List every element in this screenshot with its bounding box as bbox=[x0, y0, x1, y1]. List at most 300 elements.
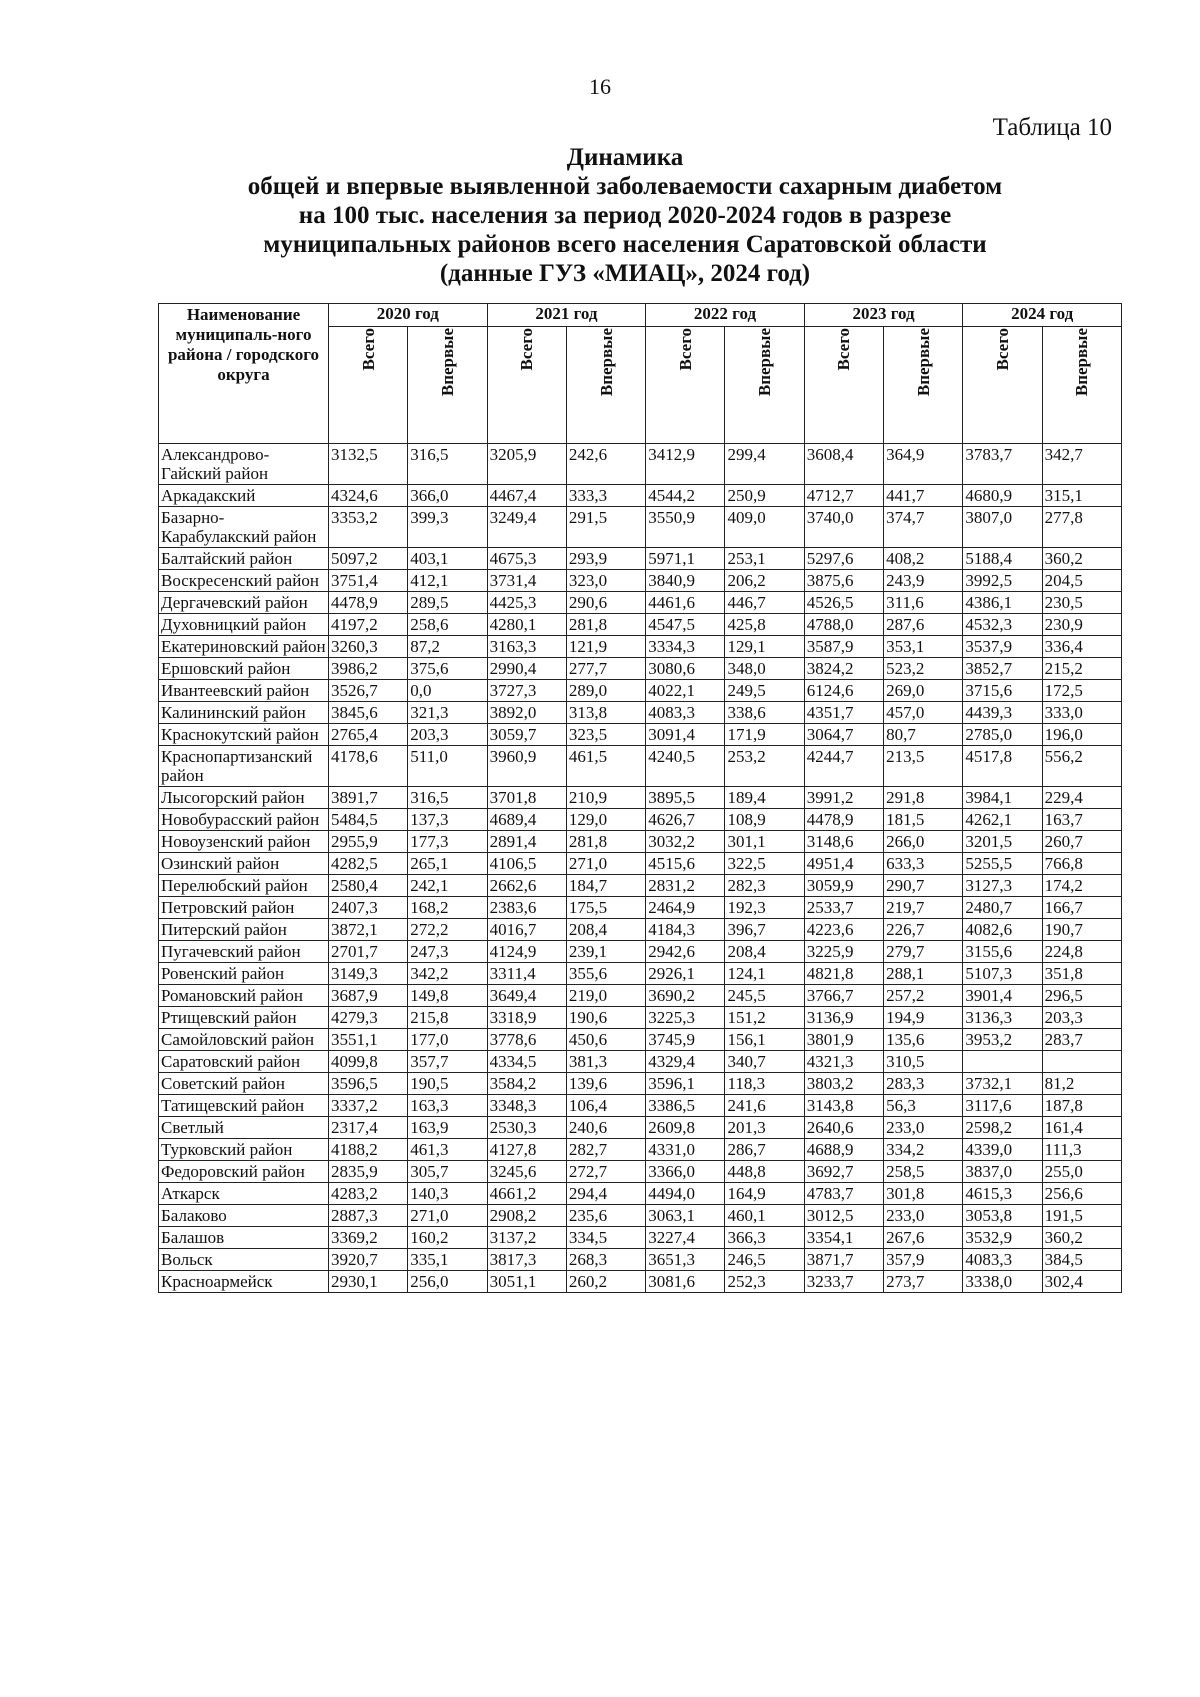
total-value-cell: 3807,0 bbox=[963, 507, 1042, 548]
district-name-cell: Новобурасский район bbox=[159, 809, 329, 831]
total-value-cell: 3137,2 bbox=[487, 1227, 566, 1249]
new-value-cell: 282,7 bbox=[566, 1139, 645, 1161]
new-value-cell: 168,2 bbox=[408, 897, 487, 919]
new-value-cell: 366,3 bbox=[725, 1227, 804, 1249]
total-value-cell: 2908,2 bbox=[487, 1205, 566, 1227]
table-row bbox=[159, 963, 1122, 985]
total-subheader: Всего bbox=[804, 327, 883, 444]
new-value-cell: 556,2 bbox=[1042, 746, 1121, 787]
total-value-cell: 3311,4 bbox=[487, 963, 566, 985]
district-name-cell: Балтайский район bbox=[159, 548, 329, 570]
total-value-cell: 3840,9 bbox=[646, 570, 725, 592]
new-value-cell: 80,7 bbox=[884, 724, 963, 746]
total-value-cell: 4626,7 bbox=[646, 809, 725, 831]
total-subheader: Всего bbox=[487, 327, 566, 444]
table-label: Таблица 10 bbox=[992, 114, 1112, 141]
new-value-cell: 177,0 bbox=[408, 1029, 487, 1051]
total-value-cell: 2640,6 bbox=[804, 1117, 883, 1139]
new-value-cell: 156,1 bbox=[725, 1029, 804, 1051]
total-value-cell: 2891,4 bbox=[487, 831, 566, 853]
new-value-cell: 208,4 bbox=[566, 919, 645, 941]
total-value-cell: 3872,1 bbox=[329, 919, 408, 941]
new-value-cell: 151,2 bbox=[725, 1007, 804, 1029]
new-value-cell: 448,8 bbox=[725, 1161, 804, 1183]
total-value-cell: 3080,6 bbox=[646, 658, 725, 680]
district-name-cell: Краснопартизанский район bbox=[159, 746, 329, 787]
total-value-cell: 4106,5 bbox=[487, 853, 566, 875]
year-header: 2022 год bbox=[646, 304, 805, 327]
new-value-cell: 201,3 bbox=[725, 1117, 804, 1139]
table-row bbox=[159, 570, 1122, 592]
new-value-cell: 242,1 bbox=[408, 875, 487, 897]
total-value-cell: 3715,6 bbox=[963, 680, 1042, 702]
new-subheader: Впервые bbox=[725, 327, 804, 444]
total-value-cell: 2765,4 bbox=[329, 724, 408, 746]
new-value-cell: 272,2 bbox=[408, 919, 487, 941]
new-value-cell: 523,2 bbox=[884, 658, 963, 680]
new-value-cell: 446,7 bbox=[725, 592, 804, 614]
new-value-cell: 267,6 bbox=[884, 1227, 963, 1249]
new-value-cell: 321,3 bbox=[408, 702, 487, 724]
new-value-cell: 399,3 bbox=[408, 507, 487, 548]
name-column-header: Наименование муниципаль-ного района / городского округа bbox=[159, 304, 329, 444]
total-value-cell: 3692,7 bbox=[804, 1161, 883, 1183]
new-value-cell: 348,0 bbox=[725, 658, 804, 680]
new-value-cell: 233,0 bbox=[884, 1205, 963, 1227]
new-value-cell: 360,2 bbox=[1042, 548, 1121, 570]
total-value-cell: 4334,5 bbox=[487, 1051, 566, 1073]
total-value-cell: 3778,6 bbox=[487, 1029, 566, 1051]
total-value-cell: 4783,7 bbox=[804, 1183, 883, 1205]
new-value-cell: 174,2 bbox=[1042, 875, 1121, 897]
table-row bbox=[159, 1117, 1122, 1139]
total-value-cell: 4680,9 bbox=[963, 485, 1042, 507]
district-name-cell: Ровенский район bbox=[159, 963, 329, 985]
new-value-cell: 323,5 bbox=[566, 724, 645, 746]
new-value-cell: 252,3 bbox=[725, 1271, 804, 1293]
total-value-cell: 3338,0 bbox=[963, 1271, 1042, 1293]
new-value-cell: 210,9 bbox=[566, 787, 645, 809]
title-line: муниципальных районов всего населения Саратовской области bbox=[263, 231, 987, 258]
total-value-cell: 3386,5 bbox=[646, 1095, 725, 1117]
district-name-cell: Татищевский район bbox=[159, 1095, 329, 1117]
new-value-cell: 375,6 bbox=[408, 658, 487, 680]
new-value-cell: 258,5 bbox=[884, 1161, 963, 1183]
new-value-cell: 204,5 bbox=[1042, 570, 1121, 592]
district-name-cell: Питерский район bbox=[159, 919, 329, 941]
total-value-cell: 4675,3 bbox=[487, 548, 566, 570]
new-value-cell: 289,0 bbox=[566, 680, 645, 702]
total-value-cell: 3227,4 bbox=[646, 1227, 725, 1249]
new-value-cell: 187,8 bbox=[1042, 1095, 1121, 1117]
new-value-cell: 233,0 bbox=[884, 1117, 963, 1139]
total-value-cell: 5188,4 bbox=[963, 548, 1042, 570]
table-row bbox=[159, 658, 1122, 680]
district-name-cell: Калининский район bbox=[159, 702, 329, 724]
new-value-cell: 160,2 bbox=[408, 1227, 487, 1249]
total-subheader: Всего bbox=[963, 327, 1042, 444]
new-value-cell: 299,4 bbox=[725, 444, 804, 485]
total-value-cell: 4478,9 bbox=[329, 592, 408, 614]
total-value-cell: 5107,3 bbox=[963, 963, 1042, 985]
total-value-cell: 3260,3 bbox=[329, 636, 408, 658]
new-value-cell: 206,2 bbox=[725, 570, 804, 592]
new-value-cell: 194,9 bbox=[884, 1007, 963, 1029]
total-value-cell: 3334,3 bbox=[646, 636, 725, 658]
total-value-cell: 2533,7 bbox=[804, 897, 883, 919]
new-value-cell: 293,9 bbox=[566, 548, 645, 570]
table-row bbox=[159, 787, 1122, 809]
new-value-cell: 334,5 bbox=[566, 1227, 645, 1249]
new-value-cell: 766,8 bbox=[1042, 853, 1121, 875]
new-value-cell: 301,8 bbox=[884, 1183, 963, 1205]
total-value-cell: 4197,2 bbox=[329, 614, 408, 636]
new-value-cell: 256,0 bbox=[408, 1271, 487, 1293]
new-value-cell: 184,7 bbox=[566, 875, 645, 897]
total-value-cell: 3163,3 bbox=[487, 636, 566, 658]
new-value-cell: 305,7 bbox=[408, 1161, 487, 1183]
new-value-cell: 56,3 bbox=[884, 1095, 963, 1117]
total-value-cell: 3412,9 bbox=[646, 444, 725, 485]
district-name-cell: Краснокутский район bbox=[159, 724, 329, 746]
total-value-cell: 2580,4 bbox=[329, 875, 408, 897]
page-number: 16 bbox=[589, 74, 611, 99]
district-name-cell: Аткарск bbox=[159, 1183, 329, 1205]
total-value-cell: 3149,3 bbox=[329, 963, 408, 985]
new-value-cell: 290,7 bbox=[884, 875, 963, 897]
new-value-cell: 192,3 bbox=[725, 897, 804, 919]
new-value-cell: 246,5 bbox=[725, 1249, 804, 1271]
total-value-cell: 3837,0 bbox=[963, 1161, 1042, 1183]
total-value-cell: 3751,4 bbox=[329, 570, 408, 592]
total-value-cell: 4188,2 bbox=[329, 1139, 408, 1161]
total-value-cell: 3201,5 bbox=[963, 831, 1042, 853]
total-value-cell: 3852,7 bbox=[963, 658, 1042, 680]
new-value-cell: 282,3 bbox=[725, 875, 804, 897]
total-value-cell: 3783,7 bbox=[963, 444, 1042, 485]
total-value-cell: 2990,4 bbox=[487, 658, 566, 680]
total-value-cell: 3766,7 bbox=[804, 985, 883, 1007]
total-value-cell: 2464,9 bbox=[646, 897, 725, 919]
new-value-cell: 81,2 bbox=[1042, 1073, 1121, 1095]
table-row bbox=[159, 1249, 1122, 1271]
table-row bbox=[159, 485, 1122, 507]
new-value-cell: 243,9 bbox=[884, 570, 963, 592]
total-value-cell: 2662,6 bbox=[487, 875, 566, 897]
total-value-cell: 5255,5 bbox=[963, 853, 1042, 875]
new-value-cell: 281,8 bbox=[566, 614, 645, 636]
total-value-cell: 4016,7 bbox=[487, 919, 566, 941]
new-value-cell: 338,6 bbox=[725, 702, 804, 724]
new-value-cell: 333,0 bbox=[1042, 702, 1121, 724]
total-value-cell: 3053,8 bbox=[963, 1205, 1042, 1227]
total-value-cell: 4544,2 bbox=[646, 485, 725, 507]
table-row bbox=[159, 875, 1122, 897]
new-value-cell: 268,3 bbox=[566, 1249, 645, 1271]
new-value-cell: 190,5 bbox=[408, 1073, 487, 1095]
total-value-cell: 3012,5 bbox=[804, 1205, 883, 1227]
total-value-cell: 3148,6 bbox=[804, 831, 883, 853]
total-value-cell: 3875,6 bbox=[804, 570, 883, 592]
district-name-cell: Светлый bbox=[159, 1117, 329, 1139]
total-subheader: Всего bbox=[646, 327, 725, 444]
district-name-cell: Аркадакский bbox=[159, 485, 329, 507]
total-value-cell: 3059,9 bbox=[804, 875, 883, 897]
total-value-cell: 3225,3 bbox=[646, 1007, 725, 1029]
new-value-cell: 149,8 bbox=[408, 985, 487, 1007]
new-value-cell: 323,0 bbox=[566, 570, 645, 592]
new-value-cell: 425,8 bbox=[725, 614, 804, 636]
new-value-cell: 260,2 bbox=[566, 1271, 645, 1293]
total-value-cell: 3550,9 bbox=[646, 507, 725, 548]
total-value-cell: 4331,0 bbox=[646, 1139, 725, 1161]
new-value-cell: 163,9 bbox=[408, 1117, 487, 1139]
new-value-cell: 357,7 bbox=[408, 1051, 487, 1073]
total-value-cell: 3824,2 bbox=[804, 658, 883, 680]
total-value-cell: 3608,4 bbox=[804, 444, 883, 485]
new-value-cell: 381,3 bbox=[566, 1051, 645, 1073]
total-value-cell: 3117,6 bbox=[963, 1095, 1042, 1117]
new-value-cell: 258,6 bbox=[408, 614, 487, 636]
new-value-cell: 242,6 bbox=[566, 444, 645, 485]
new-value-cell: 279,7 bbox=[884, 941, 963, 963]
total-value-cell: 4661,2 bbox=[487, 1183, 566, 1205]
new-value-cell: 257,2 bbox=[884, 985, 963, 1007]
table-row bbox=[159, 724, 1122, 746]
total-value-cell: 3817,3 bbox=[487, 1249, 566, 1271]
total-value-cell: 2383,6 bbox=[487, 897, 566, 919]
table-row bbox=[159, 831, 1122, 853]
new-value-cell: 333,3 bbox=[566, 485, 645, 507]
new-value-cell: 265,1 bbox=[408, 853, 487, 875]
total-value-cell: 2835,9 bbox=[329, 1161, 408, 1183]
new-value-cell: 229,4 bbox=[1042, 787, 1121, 809]
total-value-cell: 3960,9 bbox=[487, 746, 566, 787]
total-value-cell: 2955,9 bbox=[329, 831, 408, 853]
total-value-cell: 5484,5 bbox=[329, 809, 408, 831]
total-value-cell: 4324,6 bbox=[329, 485, 408, 507]
new-value-cell: 511,0 bbox=[408, 746, 487, 787]
total-value-cell: 3901,4 bbox=[963, 985, 1042, 1007]
total-value-cell: 4184,3 bbox=[646, 919, 725, 941]
new-value-cell: 633,3 bbox=[884, 853, 963, 875]
new-value-cell: 351,8 bbox=[1042, 963, 1121, 985]
table-row bbox=[159, 507, 1122, 548]
new-value-cell: 334,2 bbox=[884, 1139, 963, 1161]
new-value-cell: 139,6 bbox=[566, 1073, 645, 1095]
new-value-cell: 342,7 bbox=[1042, 444, 1121, 485]
total-value-cell: 4279,3 bbox=[329, 1007, 408, 1029]
district-name-cell: Озинский район bbox=[159, 853, 329, 875]
new-value-cell: 203,3 bbox=[1042, 1007, 1121, 1029]
new-value-cell: 215,8 bbox=[408, 1007, 487, 1029]
new-subheader: Впервые bbox=[1042, 327, 1121, 444]
district-name-cell: Балашов bbox=[159, 1227, 329, 1249]
total-value-cell: 3992,5 bbox=[963, 570, 1042, 592]
document-title bbox=[150, 143, 1100, 288]
district-name-cell: Ершовский район bbox=[159, 658, 329, 680]
new-value-cell: 240,6 bbox=[566, 1117, 645, 1139]
total-value-cell: 3732,1 bbox=[963, 1073, 1042, 1095]
table-row bbox=[159, 592, 1122, 614]
district-name-cell: Ртищевский район bbox=[159, 1007, 329, 1029]
new-value-cell: 247,3 bbox=[408, 941, 487, 963]
new-value-cell: 256,6 bbox=[1042, 1183, 1121, 1205]
table-row bbox=[159, 746, 1122, 787]
total-value-cell: 4439,3 bbox=[963, 702, 1042, 724]
district-name-cell: Турковский район bbox=[159, 1139, 329, 1161]
new-value-cell: 291,5 bbox=[566, 507, 645, 548]
table-row bbox=[159, 444, 1122, 485]
new-value-cell: 255,0 bbox=[1042, 1161, 1121, 1183]
total-value-cell: 5971,1 bbox=[646, 548, 725, 570]
total-value-cell: 3063,1 bbox=[646, 1205, 725, 1227]
total-value-cell: 3318,9 bbox=[487, 1007, 566, 1029]
total-value-cell: 4712,7 bbox=[804, 485, 883, 507]
district-name-cell: Духовницкий район bbox=[159, 614, 329, 636]
total-value-cell: 2609,8 bbox=[646, 1117, 725, 1139]
total-value-cell: 3353,2 bbox=[329, 507, 408, 548]
total-value-cell: 4022,1 bbox=[646, 680, 725, 702]
new-value-cell: 277,7 bbox=[566, 658, 645, 680]
new-value-cell: 230,5 bbox=[1042, 592, 1121, 614]
total-value-cell: 4689,4 bbox=[487, 809, 566, 831]
district-name-cell: Петровский район bbox=[159, 897, 329, 919]
new-value-cell: 384,5 bbox=[1042, 1249, 1121, 1271]
new-value-cell: 301,1 bbox=[725, 831, 804, 853]
new-value-cell: 283,3 bbox=[884, 1073, 963, 1095]
new-value-cell: 355,6 bbox=[566, 963, 645, 985]
table-row bbox=[159, 941, 1122, 963]
new-value-cell: 135,6 bbox=[884, 1029, 963, 1051]
total-value-cell: 3690,2 bbox=[646, 985, 725, 1007]
new-value-cell: 260,7 bbox=[1042, 831, 1121, 853]
new-value-cell: 137,3 bbox=[408, 809, 487, 831]
total-value-cell: 3727,3 bbox=[487, 680, 566, 702]
total-value-cell: 4425,3 bbox=[487, 592, 566, 614]
total-value-cell: 4339,0 bbox=[963, 1139, 1042, 1161]
total-value-cell: 3059,7 bbox=[487, 724, 566, 746]
new-value-cell: 315,1 bbox=[1042, 485, 1121, 507]
total-value-cell: 4244,7 bbox=[804, 746, 883, 787]
new-value-cell: 235,6 bbox=[566, 1205, 645, 1227]
new-value-cell: 450,6 bbox=[566, 1029, 645, 1051]
total-value-cell: 3984,1 bbox=[963, 787, 1042, 809]
total-value-cell: 3526,7 bbox=[329, 680, 408, 702]
new-value-cell: 181,5 bbox=[884, 809, 963, 831]
total-value-cell: 3920,7 bbox=[329, 1249, 408, 1271]
new-value-cell: 245,5 bbox=[725, 985, 804, 1007]
new-value-cell: 87,2 bbox=[408, 636, 487, 658]
table-row bbox=[159, 809, 1122, 831]
new-value-cell: 241,6 bbox=[725, 1095, 804, 1117]
district-name-cell: Новоузенский район bbox=[159, 831, 329, 853]
total-value-cell: 3091,4 bbox=[646, 724, 725, 746]
title-line: (данные ГУЗ «МИАЦ», 2024 год) bbox=[439, 260, 811, 287]
new-value-cell: 357,9 bbox=[884, 1249, 963, 1271]
district-name-cell: Ивантеевский район bbox=[159, 680, 329, 702]
table-row bbox=[159, 1205, 1122, 1227]
district-name-cell: Перелюбский район bbox=[159, 875, 329, 897]
total-value-cell: 6124,6 bbox=[804, 680, 883, 702]
new-value-cell: 203,3 bbox=[408, 724, 487, 746]
total-value-cell: 4223,6 bbox=[804, 919, 883, 941]
new-value-cell: 106,4 bbox=[566, 1095, 645, 1117]
new-value-cell: 336,4 bbox=[1042, 636, 1121, 658]
total-value-cell: 3953,2 bbox=[963, 1029, 1042, 1051]
total-value-cell: 2930,1 bbox=[329, 1271, 408, 1293]
new-value-cell: 290,6 bbox=[566, 592, 645, 614]
table-row bbox=[159, 1073, 1122, 1095]
new-value-cell: 457,0 bbox=[884, 702, 963, 724]
total-value-cell: 4127,8 bbox=[487, 1139, 566, 1161]
total-value-cell: 4478,9 bbox=[804, 809, 883, 831]
new-value-cell: 340,7 bbox=[725, 1051, 804, 1073]
total-value-cell: 4461,6 bbox=[646, 592, 725, 614]
total-value-cell: 3532,9 bbox=[963, 1227, 1042, 1249]
table-row bbox=[159, 985, 1122, 1007]
total-value-cell: 4526,5 bbox=[804, 592, 883, 614]
total-value-cell: 4083,3 bbox=[646, 702, 725, 724]
total-value-cell: 3081,6 bbox=[646, 1271, 725, 1293]
total-subheader: Всего bbox=[329, 327, 408, 444]
total-value-cell: 2831,2 bbox=[646, 875, 725, 897]
total-value-cell: 3354,1 bbox=[804, 1227, 883, 1249]
new-value-cell: 129,0 bbox=[566, 809, 645, 831]
total-value-cell: 3895,5 bbox=[646, 787, 725, 809]
new-subheader: Впервые bbox=[408, 327, 487, 444]
new-value-cell: 335,1 bbox=[408, 1249, 487, 1271]
new-value-cell: 302,4 bbox=[1042, 1271, 1121, 1293]
total-value-cell: 3551,1 bbox=[329, 1029, 408, 1051]
table-row bbox=[159, 1183, 1122, 1205]
new-value-cell: 281,8 bbox=[566, 831, 645, 853]
total-value-cell: 3245,6 bbox=[487, 1161, 566, 1183]
new-value-cell: 118,3 bbox=[725, 1073, 804, 1095]
district-name-cell: Воскресенский район bbox=[159, 570, 329, 592]
table-row bbox=[159, 1139, 1122, 1161]
total-value-cell: 3132,5 bbox=[329, 444, 408, 485]
new-value-cell: 161,4 bbox=[1042, 1117, 1121, 1139]
new-value-cell: 0,0 bbox=[408, 680, 487, 702]
total-value-cell: 3537,9 bbox=[963, 636, 1042, 658]
new-value-cell: 288,1 bbox=[884, 963, 963, 985]
total-value-cell: 3051,1 bbox=[487, 1271, 566, 1293]
new-value-cell: 253,1 bbox=[725, 548, 804, 570]
new-value-cell: 171,9 bbox=[725, 724, 804, 746]
total-value-cell: 3986,2 bbox=[329, 658, 408, 680]
new-value-cell: 249,5 bbox=[725, 680, 804, 702]
table-row bbox=[159, 919, 1122, 941]
total-value-cell: 2317,4 bbox=[329, 1117, 408, 1139]
total-value-cell: 4517,8 bbox=[963, 746, 1042, 787]
new-value-cell: 460,1 bbox=[725, 1205, 804, 1227]
new-value-cell: 396,7 bbox=[725, 919, 804, 941]
new-value-cell: 313,8 bbox=[566, 702, 645, 724]
new-value-cell: 271,0 bbox=[408, 1205, 487, 1227]
new-value-cell: 196,0 bbox=[1042, 724, 1121, 746]
new-value-cell: 164,9 bbox=[725, 1183, 804, 1205]
table-row bbox=[159, 853, 1122, 875]
district-name-cell: Романовский район bbox=[159, 985, 329, 1007]
total-value-cell: 3136,9 bbox=[804, 1007, 883, 1029]
new-value-cell: 269,0 bbox=[884, 680, 963, 702]
new-value-cell: 219,7 bbox=[884, 897, 963, 919]
total-value-cell: 4083,3 bbox=[963, 1249, 1042, 1271]
total-value-cell: 3233,7 bbox=[804, 1271, 883, 1293]
district-name-cell: Александрово-Гайский район bbox=[159, 444, 329, 485]
total-value-cell: 3127,3 bbox=[963, 875, 1042, 897]
